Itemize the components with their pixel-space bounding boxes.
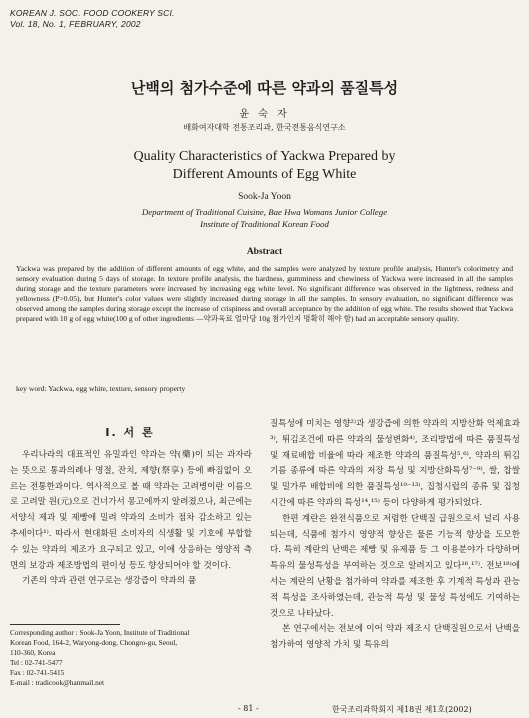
affiliation-english-line2: Institute of Traditional Korean Food [200, 219, 329, 229]
left-column [10, 448, 252, 590]
journal-header [10, 8, 175, 30]
affiliation-english-line1: Department of Traditional Cuisine, Bae Hwa Womans Junior College [141, 207, 388, 217]
footnote-line: 110-360, Korea [10, 648, 56, 657]
affiliation-english [0, 206, 529, 230]
left-paragraph: 기존의 약과 관련 연구로는 생강즙이 약과의 품 [22, 576, 197, 587]
journal-footer: 한국조리과학회지 제18권 제1호(2002) [332, 705, 472, 714]
right-paragraph: 질특성에 미치는 영향²⁾과 생강즙에 의한 약과의 지방산화 억제효과³⁾, 튀김조건에 따른 약과의 물성변화⁴⁾, 조리방법에 따른 품질특성 및 재료배합 비율에 따라 제조한 약과의 품질특성⁵,⁶⁾, 약과의 튀김기름 종류에 따른 약과의 저장 특성 및 지방산화특성⁷⁻⁹⁾, 쌀, 찹쌀 및 밀가루 배합비에 의한 품질특성¹⁰⁻¹³⁾, 집청시럽의 종류 및 집청시간에 따른 약과의 특성¹⁴,¹⁵⁾ 등이 다양하게 평가되었다. [270, 419, 520, 508]
abstract-body: Yackwa was prepared by the addition of different amounts of egg white, and the samples were analyzed by texture profile analysis, Hunter's colorimetry and sensory evaluation during 5 days of storage. In texture profile analysis, the hardness, gumminess and chewiness of Yackwa were increased in all the samples during storage and the texture parameters were increased by increasing egg white level. No significant difference was observed in the lightness, redness and yellowness (P>0.05), but Hunter's color values were slightly increased during storage in all the samples. In sensory evaluation, no significant difference was observed among the samples during storage except the increase of crispiness and overall acceptance by the addition of egg white. The results showed that Yackwa prepared with 10 g of egg white(100 g of other ingredients —약과육료 얼마당 10g 첨가인지 명확히 해야 함) had an acceptable sensory quality. [16, 264, 513, 324]
author-english: Sook-Ja Yoon [238, 192, 291, 202]
journal-volume: Vol. 18, No. 1, FEBRUARY, 2002 [10, 19, 141, 29]
footnote-fax: Fax : 02-741-5415 [10, 668, 65, 677]
affiliation-korean: 배화여자대학 전통조리과, 한국전통음식연구소 [183, 123, 346, 132]
left-paragraph: 우리나라의 대표적인 유밀과인 약과는 약(藥)이 되는 과자라는 뜻으로 통과의례나 명절, 잔치, 제향(祭享) 등에 빠짐없이 오르는 전통한과이다. 역사적으로 볼 때 약과는 고려병이란 이름으로 고려말 원(元)으로 건너가서 몽고에까지 알려졌으나, 최근에는 서양식 제과 및 제빵에 밀려 약과의 소비가 점차 감소하고 있는 추세이다¹⁾. 따라서 현대화된 소비자의 식생활 및 기호에 부합할 수 있는 약과의 제조가 요구되고 있고, 이에 상응하는 영양적 측면의 보강과 제조방법의 편이성 등도 향상되어야 할 것이다. [10, 450, 252, 571]
footnote-email: E-mail : tradicook@hanmail.net [10, 678, 105, 687]
title-english-line2: Different Amounts of Egg White [172, 167, 357, 182]
footnote-divider [10, 624, 120, 625]
right-paragraph: 한편 계란은 완전식품으로 저렴한 단백질 급원으로서 널리 사용되는데, 식품에 첨가시 영양적 향상은 물론 기능적 향상을 도모한다. 특히 계란의 난백은 제빵 및 유제품 등 그 이용분야가 다양하며 특유의 물성특성을 부여하는 것으로 알려지고 있다¹⁶,¹⁷⁾. 전보¹⁸⁾에서는 계란의 난황을 첨가하여 약과를 제조한 후 기계적 특성과 관능적 특성을 조사하였는데, 관능적 특성 및 물성 특성에도 기여하는 것으로 나타났다. [270, 513, 520, 619]
title-english [0, 148, 529, 184]
title-korean: 난백의 첨가수준에 따른 약과의 품질특성 [130, 79, 399, 97]
corresponding-author-footnote [10, 628, 252, 688]
title-english-line1: Quality Characteristics of Yackwa Prepared by [133, 149, 396, 164]
journal-name: KOREAN J. SOC. FOOD COOKERY SCI. [10, 8, 175, 18]
footnote-tel: Tel : 02-741-5477 [10, 658, 63, 667]
footnote-line: Korean Food, 164-2, Waryong-dong, Chongro-gu, Seoul, [10, 638, 178, 647]
abstract-heading: Abstract [246, 247, 283, 257]
right-column [270, 417, 520, 654]
keywords: key word: Yackwa, egg white, texture, sensory property [16, 384, 186, 393]
page-number: - 81 - [238, 704, 259, 713]
right-paragraph: 본 연구에서는 전보에 이어 약과 제조시 단백질원으로서 난백을 첨가하여 영양적 가치 및 특유의 [270, 624, 520, 651]
section-heading-introduction: I. 서 론 [105, 426, 155, 439]
author-korean: 윤 숙 자 [239, 109, 290, 120]
footnote-line: Corresponding author : Sook-Ja Yoon, Institute of Traditional [10, 628, 190, 637]
